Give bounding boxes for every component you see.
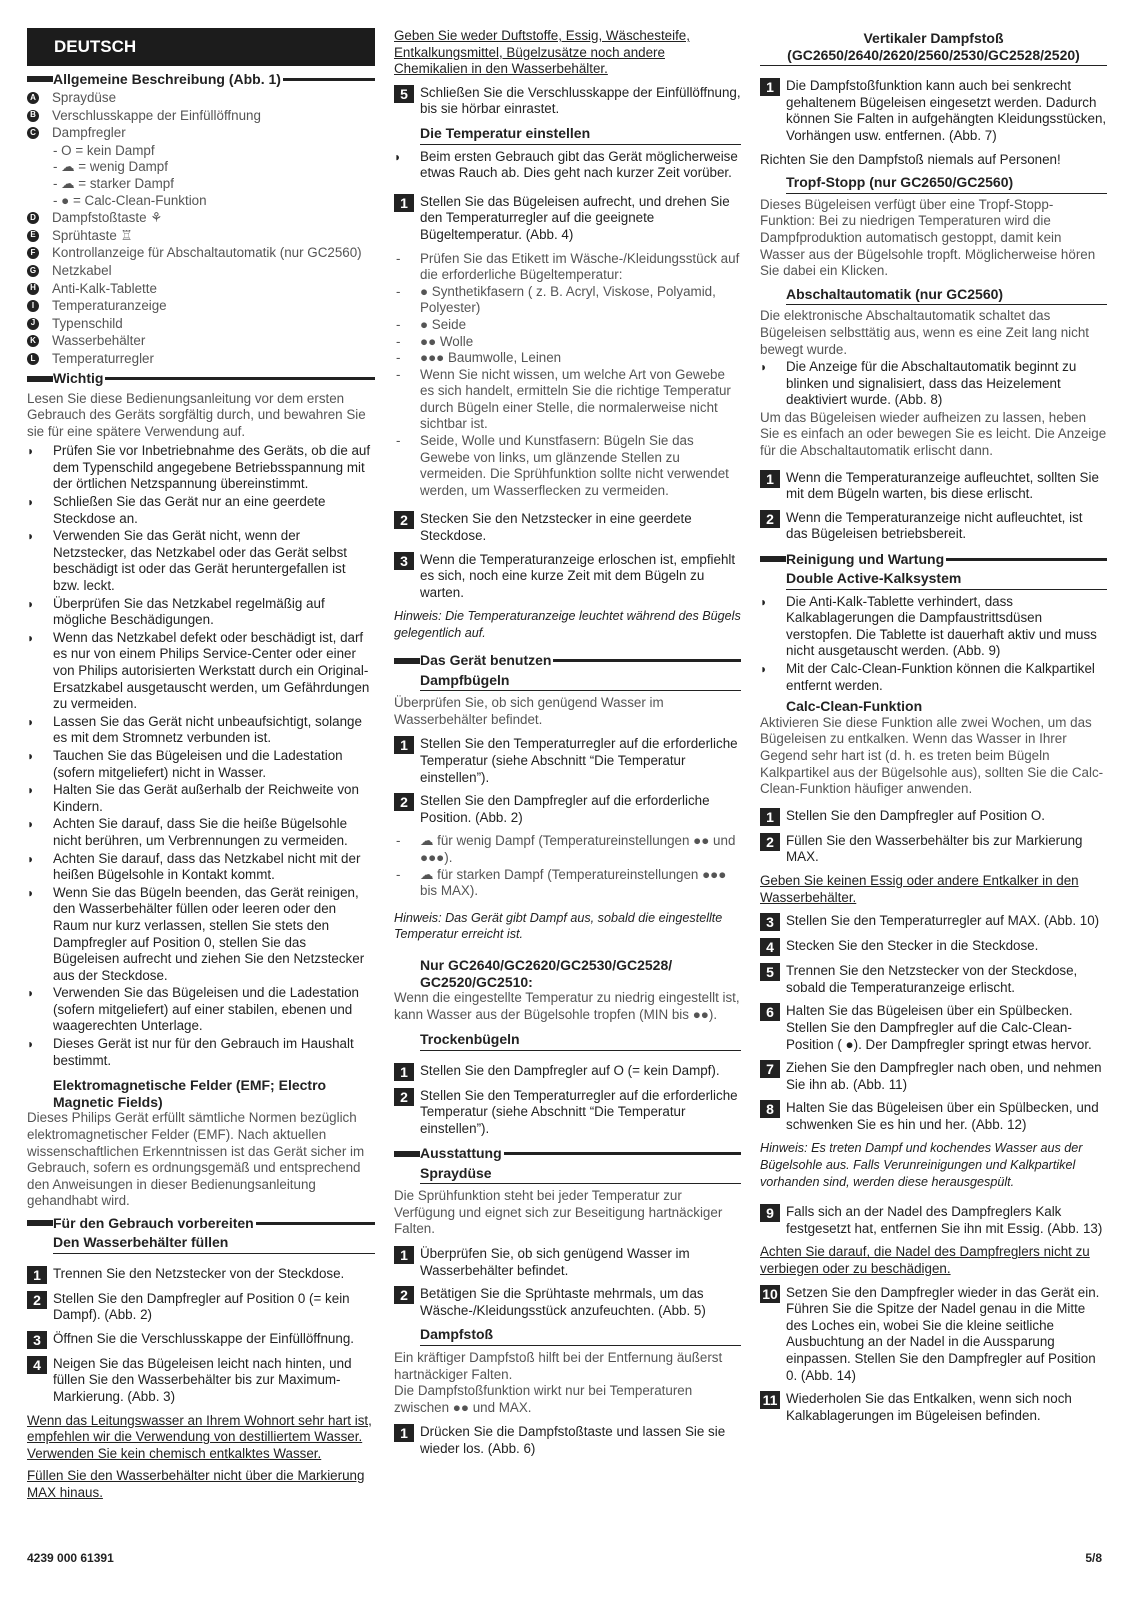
parts-list: [27, 90, 375, 368]
step: 2 Betätigen Sie die Sprühtaste mehrmals, um das Wäsche-/Kleidungsstück anzufeuchten. (Abb. 5): [394, 1286, 741, 1319]
hint: Hinweis: Die Temperaturanzeige leuchtet während des Bügels gelegentlich auf.: [394, 609, 741, 640]
step: 8 Halten Sie das Bügeleisen über ein Spülbecken, und schwenken Sie es hin und her. (Abb. 12): [760, 1100, 1107, 1133]
auto-off-heading: Abschaltautomatik (nur GC2560): [786, 286, 1107, 306]
step: 11 Wiederholen Sie das Entkalken, wenn sich noch Kalkablagerungen im Bügeleisen befinden.: [760, 1391, 1107, 1424]
emf-text: Dieses Philips Gerät erfüllt sämtliche Normen bezüglich elektromagnetischer Felder (EMF). Nach aktuellen wissenschaftlichen Erkenntnissen ist das Gerät sicher im Gebrauch, sofern es ordnungsgemäß und entsprechend den Anweisungen in dieser Bedienungsanleitung gehandhabt wird.: [27, 1110, 365, 1209]
paragraph: Wenn die eingestellte Temperatur zu niedrig eingestellt ist, kann Wasser aus der Bügelsohle tropfen (MIN bis ●●).: [394, 990, 740, 1022]
paragraph: Die elektronische Abschaltautomatik schaltet das Bügeleisen selbsttätig aus, wenn es eine Zeit lang nicht bewegt wurde.: [760, 308, 1090, 357]
step: 3 Öffnen Sie die Verschlusskappe der Einfüllöffnung.: [27, 1331, 375, 1349]
calc-clean-heading: Calc-Clean-Funktion: [786, 698, 923, 715]
language-header: DEUTSCH: [27, 28, 375, 66]
step: 1 Stellen Sie den Dampfregler auf O (= kein Dampf).: [394, 1063, 741, 1081]
steam-settings: - O = kein Dampf - ☁ = wenig Dampf - ☁ = starker Dampf - ● = Calc-Clean-Funktion: [53, 142, 207, 208]
spray-heading: Spraydüse: [420, 1165, 741, 1185]
hint: Hinweis: Es treten Dampf und kochendes Wasser aus der Bügelsohle aus. Falls Verunreinigungen und Kalkpartikel vorhanden sind, werden diese herausgespült.: [760, 1141, 1083, 1189]
warning: Geben Sie weder Duftstoffe, Essig, Wäschesteife, Entkalkungsmittel, Bügelzusätze noch andere Chemikalien in den Wasserbehälter.: [394, 28, 690, 77]
step: 4 Neigen Sie das Bügeleisen leicht nach hinten, und füllen Sie den Wasserbehälter bis zur Maximum-Markierung. (Abb. 3): [27, 1356, 375, 1406]
shot-of-steam-heading: Dampfstoß: [420, 1326, 741, 1346]
step: 1 Stellen Sie den Dampfregler auf Position O.: [760, 808, 1107, 826]
list-item: B Verschlusskappe der Einfüllöffnung: [27, 108, 375, 125]
vertical-steam-heading: Vertikaler Dampfstoß (GC2650/2640/2620/2560/2530/GC2528/2520): [760, 30, 1107, 66]
bullet: ◗ Beim ersten Gebrauch gibt das Gerät möglicherweise etwas Rauch ab. Dies geht nach kurzer Zeit vorüber.: [394, 148, 738, 181]
temperature-heading: Die Temperatur einstellen: [420, 125, 741, 145]
step: 1 Die Dampfstoßfunktion kann auch bei senkrecht gehaltenem Bügeleisen eingesetzt werden. Dadurch können Sie Falten in aufgehängten Kleidungsstücken, Vorhängen usw. entfernen. (Abb. 7): [760, 78, 1107, 144]
step: 1 Trennen Sie den Netzstecker von der Steckdose.: [27, 1266, 375, 1284]
step: 1 Wenn die Temperaturanzeige aufleuchtet, sollten Sie mit dem Bügeln warten, bis diese erlischt.: [760, 470, 1107, 503]
warning: Achten Sie darauf, die Nadel des Dampfreglers nicht zu verbiegen oder zu beschädigen.: [760, 1244, 1090, 1277]
paragraph: Die Sprühfunktion steht bei jeder Temperatur zur Verfügung und eignet sich zur Beseitigung hartnäckiger Falten.: [394, 1188, 723, 1237]
step: 4 Stecken Sie den Stecker in die Steckdose.: [760, 938, 1107, 956]
page-number: 5/8: [1085, 1551, 1102, 1565]
warning: Geben Sie keinen Essig oder andere Entkalker in den Wasserbehälter.: [760, 872, 1079, 905]
list-item: L Temperaturregler: [27, 351, 375, 368]
paragraph: Ein kräftiger Dampfstoß hilft bei der Entfernung äußerst hartnäckiger Falten. Die Dampfstoßfunktion wirkt nur bei Temperaturen zwischen ●● und MAX.: [394, 1350, 723, 1415]
section-features: Ausstattung: [394, 1145, 741, 1163]
hint: Hinweis: Das Gerät gibt Dampf aus, sobald die eingestellte Temperatur erreicht ist.: [394, 910, 723, 942]
fill-tank-heading: Den Wasserbehälter füllen: [53, 1234, 375, 1254]
steam-ironing-heading: Dampfbügeln: [420, 672, 741, 692]
step: 6 Halten Sie das Bügeleisen über ein Spülbecken. Stellen Sie den Dampfregler auf die Calc-Clean-Position ( ●). Der Dampfregler springt etwas hervor.: [760, 1003, 1107, 1053]
step: 1 Überprüfen Sie, ob sich genügend Wasser im Wasserbehälter befindet.: [394, 1246, 741, 1279]
emf-heading: Elektromagnetische Felder (EMF; Electro Magnetic Fields): [53, 1077, 327, 1110]
step: 3 Wenn die Temperaturanzeige erloschen ist, empfiehlt es sich, noch eine kurze Zeit mit dem Bügeln zu warten.: [394, 552, 741, 602]
column-1: [27, 28, 375, 1508]
double-active-heading: Double Active-Kalksystem: [786, 570, 1107, 590]
document-code: 4239 000 61391: [27, 1551, 114, 1565]
section-cleaning: Reinigung und Wartung: [760, 550, 1107, 568]
step: 2 Wenn die Temperaturanzeige nicht aufleuchtet, ist das Bügeleisen betriebsbereit.: [760, 510, 1107, 543]
column-2: [394, 28, 741, 1465]
step: 3 Stellen Sie den Temperaturregler auf MAX. (Abb. 10): [760, 913, 1107, 931]
step: 2 Stecken Sie den Netzstecker in eine geerdete Steckdose.: [394, 511, 741, 544]
list-item: I Temperaturanzeige: [27, 298, 375, 315]
warning: Füllen Sie den Wasserbehälter nicht über die Markierung MAX hinaus.: [27, 1468, 365, 1500]
step: 5 Trennen Sie den Netzstecker von der Steckdose, sobald die Temperaturanzeige erlischt.: [760, 963, 1107, 996]
list-item: C Dampfregler: [27, 125, 375, 142]
paragraph: Überprüfen Sie, ob sich genügend Wasser im Wasserbehälter befindet.: [394, 695, 664, 727]
column-3: [760, 28, 1107, 1431]
warning: Richten Sie den Dampfstoß niemals auf Personen!: [760, 151, 1061, 167]
section-general-description: Allgemeine Beschreibung (Abb. 1): [27, 70, 375, 88]
list-item: K Wasserbehälter: [27, 333, 375, 350]
drip-stop-heading: Tropf-Stopp (nur GC2650/GC2560): [786, 174, 1107, 194]
step: 2 Füllen Sie den Wasserbehälter bis zur Markierung MAX.: [760, 833, 1107, 866]
step: 9 Falls sich an der Nadel des Dampfreglers Kalk festgesetzt hat, entfernen Sie ihn mit Essig. (Abb. 13): [760, 1204, 1107, 1237]
dry-ironing-heading: Trockenbügeln: [420, 1031, 741, 1051]
step: 2 Stellen Sie den Dampfregler auf die erforderliche Position. (Abb. 2): [394, 793, 741, 826]
list-item: G Netzkabel: [27, 263, 375, 280]
list-item: E Sprühtaste ♖: [27, 228, 375, 245]
list-item: A Spraydüse: [27, 90, 375, 107]
list-item: H Anti-Kalk-Tablette: [27, 281, 375, 298]
step: 1 Stellen Sie das Bügeleisen aufrecht, und drehen Sie den Temperaturregler auf die geeignete Bügeltemperatur. (Abb. 4): [394, 194, 741, 244]
list-item: F Kontrollanzeige für Abschaltautomatik (nur GC2560): [27, 245, 375, 262]
steam-list: - ☁ für wenig Dampf (Temperatureinstellungen ●● und ●●●). - ☁ für starken Dampf (Temperatureinstellungen ●●● bis MAX).: [396, 833, 736, 899]
step: 2 Stellen Sie den Dampfregler auf Position 0 (= kein Dampf). (Abb. 2): [27, 1291, 375, 1324]
bullet: ◗ Die Anzeige für die Abschaltautomatik beginnt zu blinken und signalisiert, dass das Heizelement deaktiviert wurde. (Abb. 8): [760, 359, 1077, 408]
list-item: J Typenschild: [27, 316, 375, 333]
section-preparation: Für den Gebrauch vorbereiten: [27, 1214, 375, 1232]
section-important: Wichtig: [27, 370, 375, 388]
step: 2 Stellen Sie den Temperaturregler auf die erforderliche Temperatur (siehe Abschnitt “Die Temperatur einstellen”).: [394, 1088, 741, 1138]
step: 1 Stellen Sie den Temperaturregler auf die erforderliche Temperatur (siehe Abschnitt “Die Temperatur einstellen”).: [394, 736, 741, 786]
warning: Wenn das Leitungswasser an Ihrem Wohnort sehr hart ist, empfehlen wir die Verwendung von destilliertem Wasser. Verwenden Sie kein chemisch entkalktes Wasser.: [27, 1412, 372, 1461]
step: 5 Schließen Sie die Verschlusskappe der Einfüllöffnung, bis sie hörbar einrastet.: [394, 85, 741, 118]
step: 10 Setzen Sie den Dampfregler wieder in das Gerät ein. Führen Sie die Spitze der Nadel genau in die Mitte des Loches ein, wobei Sie die kleine seitliche Ausbuchtung an der Nadel in die Aussparung einpassen. Stellen Sie den Dampfregler auf Position 0. (Abb. 14): [760, 1285, 1107, 1385]
models-heading: Nur GC2640/GC2620/GC2530/GC2528/ GC2520/GC2510:: [420, 956, 673, 990]
important-intro: Lesen Sie diese Bedienungsanleitung vor dem ersten Gebrauch des Geräts sorgfältig durch, und bewahren Sie sie für eine spätere Verwendung auf.: [27, 390, 366, 439]
bullet: ◗ Die Anti-Kalk-Tablette verhindert, dass Kalkablagerungen die Dampfaustrittsdüsen verstopfen. Die Tablette ist dauerhaft aktiv und muss nicht ausgetauscht werden. (Abb. 9): [760, 593, 1097, 659]
paragraph: Um das Bügeleisen wieder aufheizen zu lassen, heben Sie es einfach an oder bewegen Sie es leicht. Die Anzeige für die Abschaltautomatik erlischt dann.: [760, 409, 1107, 459]
fabric-list: - Prüfen Sie das Etikett im Wäsche-/Kleidungsstück auf die erforderliche Bügeltemperatur: - ● Synthetikfasern ( z. B. Acryl, Viskose, Polyamid, Polyester) - ● Seide - ●● Wolle - ●●● Baumwolle, Leinen - Wenn Sie nicht wissen, um welche Art von Gewebe es sich handelt, ermitteln Sie die richtige Temperatur durch Bügeln einer Stelle, die normalerweise nicht sichtbar ist. - Seide, Wolle und Kunstfasern: Bügeln Sie das Gewebe von links, um glänzende Stellen zu vermeiden. Die Sprühfunktion sollte nicht verwendet werden, um Wasserflecken zu vermeiden.: [396, 250, 740, 498]
paragraph: Dieses Bügeleisen verfügt über eine Tropf-Stopp-Funktion: Bei zu niedrigen Temperaturen wird die Dampfproduktion automatisch gestoppt, damit kein Wasser aus der Bügelsohle tropft. Möglicherweise hören Sie dabei ein Klicken.: [760, 196, 1096, 279]
step: 1 Drücken Sie die Dampfstoßtaste und lassen Sie sie wieder los. (Abb. 6): [394, 1424, 741, 1457]
bullet: ◗ Mit der Calc-Clean-Funktion können die Kalkpartikel entfernt werden.: [760, 661, 1095, 693]
important-list: ◗ Prüfen Sie vor Inbetriebnahme des Geräts, ob die auf dem Typenschild angegebene Betriebsspannung mit der örtlichen Netzspannung übereinstimmt. ◗ Schließen Sie das Gerät nur an eine geerdete Steckdose an. ◗ Verwenden Sie das Gerät nicht, wenn der Netzstecker, das Netzkabel oder das Gerät selbst beschädigt ist oder das Gerät heruntergefallen ist bzw. leckt. ◗ Überprüfen Sie das Netzkabel regelmäßig auf mögliche Beschädigungen. ◗ Wenn das Netzkabel defekt oder beschädigt ist, darf es nur von einem Philips Service-Center oder einer von Philips autorisierten Werkstatt durch ein Original-Ersatzkabel ausgetauscht werden, um Gefährdungen zu vermeiden. ◗ Lassen Sie das Gerät nicht unbeaufsichtigt, solange es mit dem Stromnetz verbunden ist. ◗ Tauchen Sie das Bügeleisen und die Ladestation (sofern mitgeliefert) nicht in Wasser. ◗ Halten Sie das Gerät außerhalb der Reichweite von Kindern. ◗ Achten Sie darauf, dass Sie die heiße Bügelsohle nicht berühren, um Verbrennungen zu vermeiden. ◗ Achten Sie darauf, dass das Netzkabel nicht mit der heißen Bügelsohle in Kontakt kommt. ◗ Wenn Sie das Bügeln beenden, das Gerät reinigen, den Wasserbehälter füllen oder leeren oder den Raum nur kurz verlassen, stellen Sie stets den Dampfregler auf Position 0, stellen Sie das Bügeleisen aufrecht und ziehen Sie den Netzstecker aus der Steckdose. ◗ Verwenden Sie das Bügeleisen und die Ladestation (sofern mitgeliefert) auf einer stabilen, ebenen und waagerechten Unterlage. ◗ Dieses Gerät ist nur für den Gebrauch im Haushalt bestimmt.: [27, 443, 371, 1068]
section-use: Das Gerät benutzen: [394, 652, 741, 670]
step: 7 Ziehen Sie den Dampfregler nach oben, und nehmen Sie ihn ab. (Abb. 11): [760, 1060, 1107, 1093]
list-item: D Dampfstoßtaste ⚘: [27, 210, 375, 227]
paragraph: Aktivieren Sie diese Funktion alle zwei Wochen, um das Bügeleisen zu entkalken. Wenn das Wasser in Ihrer Gegend sehr hart ist (d. h. es treten beim Bügeln Kalkpartikel aus der Bügelsohle aus), sollten Sie die Calc-Clean-Funktion häufiger anwenden.: [760, 714, 1104, 797]
